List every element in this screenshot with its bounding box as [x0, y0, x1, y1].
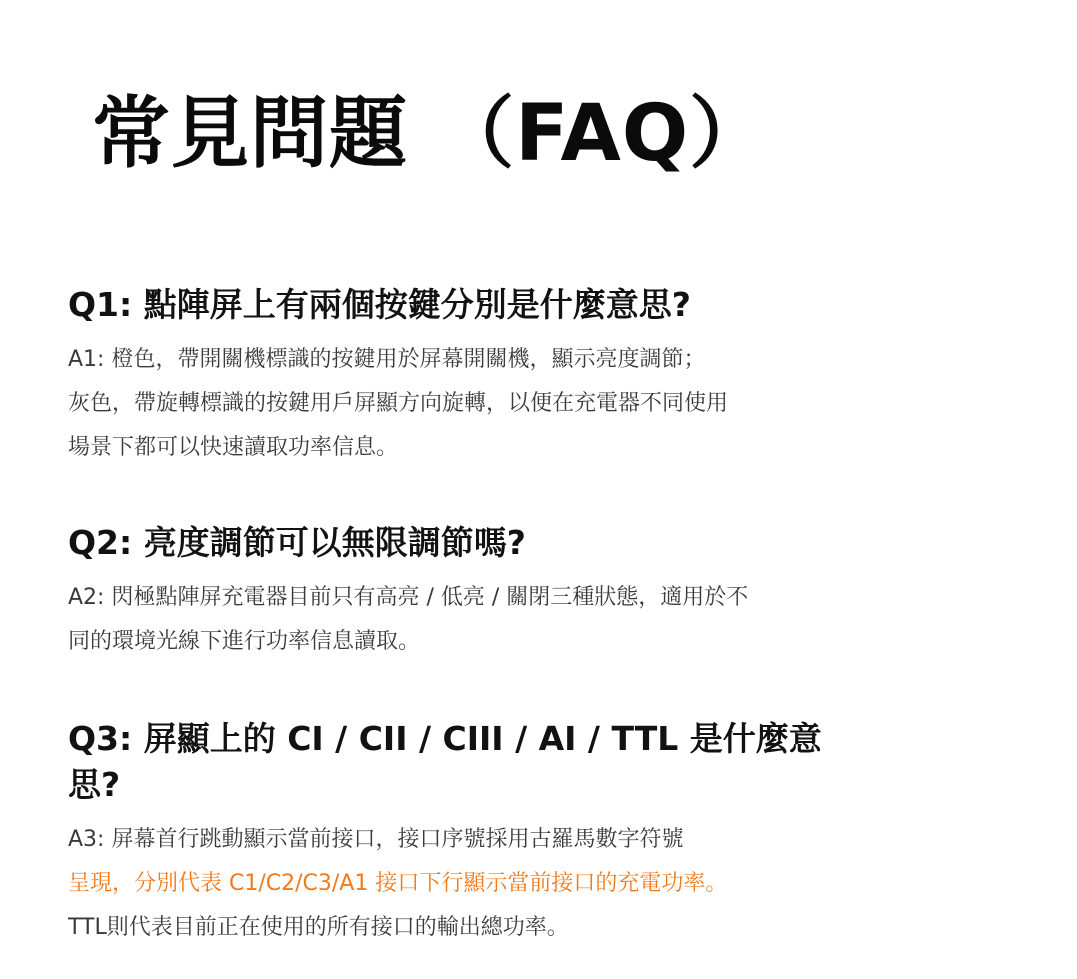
- faq-answer-2-line-1: A2: 閃極點陣屏充電器目前只有高亮 / 低亮 / 關閉三種狀態，適用於不: [68, 585, 749, 610]
- faq-answer-1: [68, 338, 948, 470]
- faq-answer-1-line-3: 場景下都可以快速讀取功率信息。: [68, 435, 399, 460]
- faq-item-2: [68, 520, 948, 664]
- faq-answer-2: [68, 576, 948, 664]
- faq-answer-1-line-2: 灰色，帶旋轉標識的按鍵用戶屏顯方向旋轉，以便在充電器不同使用: [68, 391, 729, 416]
- faq-answer-3-line-3: TTL則代表目前正在使用的所有接口的輸出總功率。: [68, 915, 569, 940]
- faq-question-1: Q1: 點陣屏上有兩個按鍵分別是什麼意思?: [68, 285, 691, 324]
- faq-answer-1-line-1: A1: 橙色，帶開關機標識的按鍵用於屏幕開關機，顯示亮度調節；: [68, 347, 706, 372]
- faq-answer-3-line-1: A3: 屏幕首行跳動顯示當前接口，接口序號採用古羅馬數字符號: [68, 827, 684, 852]
- page-title: 常見問題 （FAQ）: [92, 89, 769, 179]
- faq-answer-2-line-2: 同的環境光線下進行功率信息讀取。: [68, 629, 421, 654]
- faq-question-3: Q3: 屏顯上的 CI / CII / CIII / AI / TTL 是什麼意思?: [68, 719, 822, 804]
- faq-item-1: [68, 282, 948, 470]
- faq-item-3: [68, 716, 948, 950]
- faq-answer-3-line-2-highlight: 呈現，分別代表 C1/C2/C3/A1 接口下行顯示當前接口的充電功率。: [68, 871, 728, 896]
- faq-question-2: Q2: 亮度調節可以無限調節嗎?: [68, 523, 526, 562]
- faq-answer-3: [68, 818, 948, 950]
